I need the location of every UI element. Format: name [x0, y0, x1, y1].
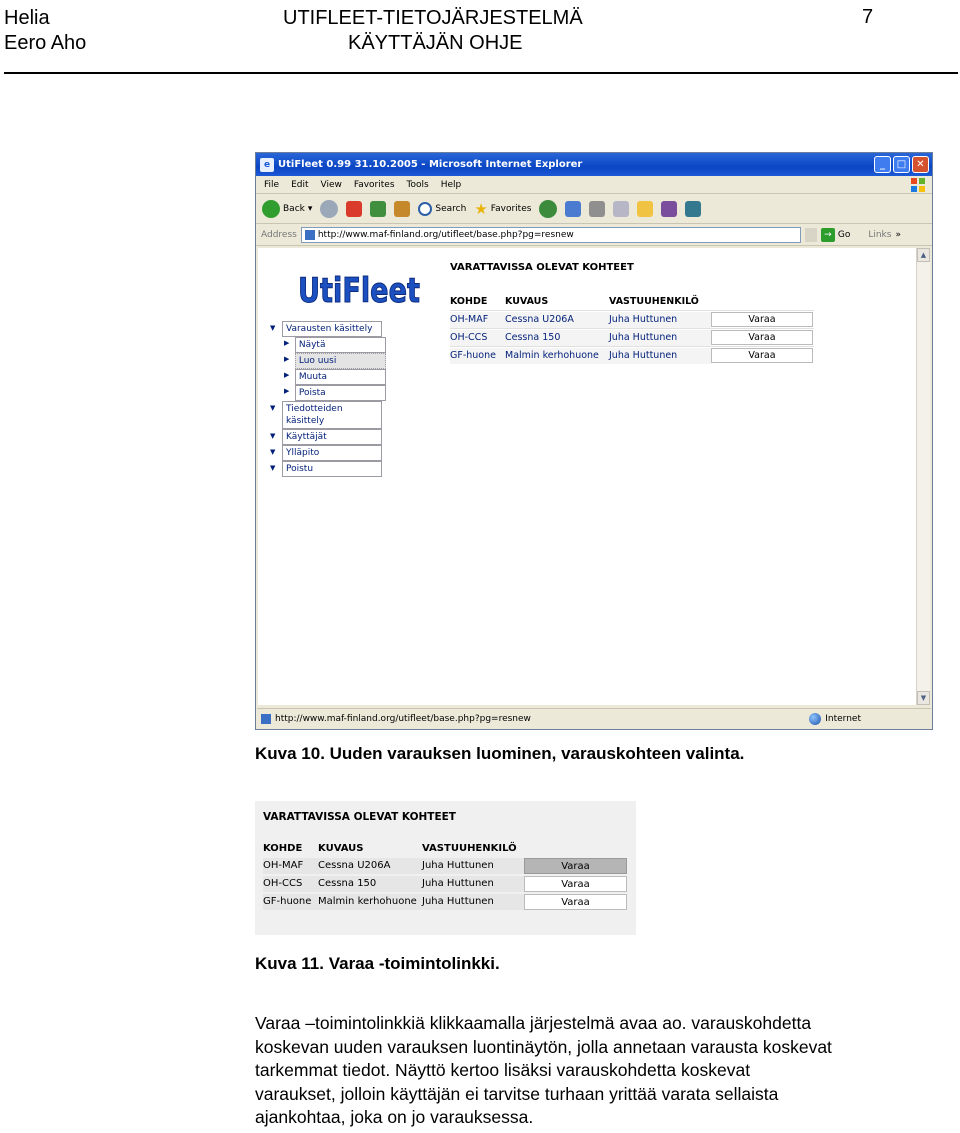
- status-bar: [257, 708, 931, 728]
- cell-kuvaus: Cessna 150: [505, 330, 609, 346]
- minimize-icon[interactable]: _: [874, 156, 891, 173]
- cell-kuvaus: Malmin kerhohuone: [318, 894, 422, 910]
- mail-icon[interactable]: [565, 201, 581, 217]
- browser-menubar: [256, 176, 932, 194]
- scroll-up-icon[interactable]: ▲: [917, 248, 930, 262]
- column-vastuuhenkilo: VASTUUHENKILÖ: [422, 842, 517, 854]
- cell-vastuu: Juha Huttunen: [609, 348, 711, 364]
- nav-label: Käyttäjät: [282, 429, 382, 445]
- links-label[interactable]: Links: [868, 229, 892, 240]
- triangle-down-icon: ▼: [270, 464, 276, 472]
- nav-subitem-muuta[interactable]: [268, 369, 386, 385]
- column-kohde: KOHDE: [263, 842, 303, 854]
- cell-kohde: GF-huone: [450, 348, 505, 364]
- windows-logo-icon: [910, 177, 926, 193]
- nav-label: Tiedotteiden käsittely: [282, 401, 382, 429]
- body-line: tarkemmat tiedot. Näyttö kertoo lisäksi varauskohdetta koskevat: [255, 1060, 751, 1080]
- star-icon: ★: [474, 199, 488, 218]
- fig11-row: [263, 893, 633, 911]
- search-button[interactable]: [418, 202, 466, 216]
- nav-subitem-nayta[interactable]: [268, 337, 386, 353]
- table-row: [450, 346, 814, 364]
- triangle-down-icon: ▼: [270, 448, 276, 456]
- header-left: [4, 6, 86, 56]
- header-org: Helia: [4, 7, 50, 29]
- cell-kohde: OH-CCS: [263, 876, 318, 892]
- utifleet-logo: [296, 258, 422, 311]
- address-url: http://www.maf-finland.org/utifleet/base.php?pg=resnew: [317, 229, 574, 240]
- nav-subitem-poista[interactable]: [268, 385, 386, 401]
- nav-item-yllapito[interactable]: [268, 445, 386, 461]
- caption-figure-11: Kuva 11. Varaa -toimintolinkki.: [255, 954, 500, 973]
- body-paragraph: [255, 1012, 955, 1130]
- window-title: UtiFleet 0.99 31.10.2005 - Microsoft Internet Explorer: [278, 159, 583, 170]
- favorites-label: Favorites: [490, 203, 532, 214]
- figure-11-crop: [255, 801, 636, 935]
- column-vastuuhenkilo: VASTUUHENKILÖ: [609, 296, 699, 307]
- back-label: Back: [283, 203, 305, 214]
- nav-label: Luo uusi: [295, 353, 386, 369]
- dropdown-arrow-icon[interactable]: [805, 228, 817, 242]
- page-number: 7: [862, 6, 874, 28]
- body-line: varaukset, jolloin käyttäjän ei tarvitse turhaan yrittää varata sellaista: [255, 1083, 779, 1104]
- nav-item-tiedotteiden-kasittely[interactable]: [268, 401, 386, 429]
- triangle-down-icon: ▼: [270, 404, 276, 412]
- cell-kohde: OH-MAF: [450, 312, 505, 328]
- ie-icon: e: [260, 158, 274, 172]
- varaa-link-highlighted[interactable]: Varaa: [524, 858, 627, 874]
- vertical-scrollbar[interactable]: [916, 248, 930, 705]
- table-row: [450, 328, 814, 346]
- cell-vastuu: Juha Huttunen: [422, 876, 524, 892]
- nav-label: Ylläpito: [282, 445, 382, 461]
- fig11-title: VARATTAVISSA OLEVAT KOHTEET: [263, 811, 456, 823]
- browser-toolbar: [256, 194, 932, 224]
- zone-label: Internet: [825, 713, 861, 724]
- nav-item-varausten-kasittely[interactable]: [268, 321, 386, 337]
- refresh-icon[interactable]: [370, 201, 386, 217]
- nav-label: Muuta: [295, 369, 386, 385]
- cell-kohde: OH-MAF: [263, 858, 318, 874]
- body-line: ajankohtaa, joka on jo varauksessa.: [255, 1107, 534, 1127]
- body-line: Varaa –toimintolinkkiä klikkaamalla järjestelmä avaa ao. varauskohdetta: [255, 1013, 812, 1033]
- menu-edit[interactable]: Edit: [291, 179, 309, 190]
- status-url: http://www.maf-finland.org/utifleet/base.php?pg=resnew: [275, 713, 531, 724]
- go-label: Go: [837, 229, 851, 240]
- close-icon[interactable]: ✕: [912, 156, 929, 173]
- nav-label: Poistu: [282, 461, 382, 477]
- reservable-items-table: [450, 262, 814, 364]
- varaa-link[interactable]: Varaa: [711, 312, 813, 327]
- triangle-down-icon: ▼: [270, 324, 276, 332]
- stop-icon[interactable]: [346, 201, 362, 217]
- menu-view[interactable]: View: [320, 179, 342, 190]
- globe-icon: [809, 713, 821, 725]
- favorites-button[interactable]: [474, 200, 531, 218]
- edit-icon[interactable]: [613, 201, 629, 217]
- cell-vastuu: Juha Huttunen: [609, 330, 711, 346]
- menu-file[interactable]: File: [264, 179, 280, 190]
- cell-kuvaus: Cessna U206A: [505, 312, 609, 328]
- messenger-icon[interactable]: [661, 201, 677, 217]
- go-icon: →: [821, 228, 835, 242]
- browser-window: [255, 152, 933, 730]
- header-subtitle: KÄYTTÄJÄN OHJE: [348, 32, 523, 54]
- table-title: VARATTAVISSA OLEVAT KOHTEET: [450, 262, 634, 273]
- svg-text:UtiFleet: UtiFleet: [298, 271, 420, 311]
- cell-kuvaus: Cessna 150: [318, 876, 422, 892]
- fig11-table: [263, 839, 633, 911]
- cell-kuvaus: Malmin kerhohuone: [505, 348, 609, 364]
- back-button[interactable]: Back ▾: [262, 200, 312, 218]
- tools-icon[interactable]: [685, 201, 701, 217]
- forward-icon[interactable]: [320, 200, 338, 218]
- menu-tools[interactable]: Tools: [406, 179, 429, 190]
- nav-label: Poista: [295, 385, 386, 401]
- home-icon[interactable]: [394, 201, 410, 217]
- nav-item-kayttajat[interactable]: [268, 429, 386, 445]
- go-button[interactable]: [821, 228, 850, 242]
- page-header: [0, 0, 960, 76]
- table-header: [450, 293, 814, 310]
- folder-icon[interactable]: [637, 201, 653, 217]
- fig11-row: [263, 875, 633, 893]
- nav-subitem-luo-uusi[interactable]: [268, 353, 386, 369]
- triangle-right-icon: ▶: [284, 387, 290, 395]
- header-author: Eero Aho: [4, 32, 87, 54]
- address-input[interactable]: [301, 227, 801, 243]
- print-icon[interactable]: [589, 201, 605, 217]
- body-line: koskevan uuden varauksen luontinäytön, jolla annetaan varausta koskevat: [255, 1036, 832, 1057]
- address-bar: [256, 224, 932, 246]
- header-title: UTIFLEET-TIETOJÄRJESTELMÄ: [283, 7, 583, 29]
- cell-kohde: OH-CCS: [450, 330, 505, 346]
- varaa-link[interactable]: Varaa: [711, 348, 813, 363]
- nav-label: Näytä: [295, 337, 386, 353]
- browser-titlebar: [256, 153, 932, 176]
- cell-kohde: GF-huone: [263, 894, 318, 910]
- table-row: [450, 310, 814, 328]
- varaa-link[interactable]: Varaa: [524, 894, 627, 910]
- page-icon: [261, 714, 271, 724]
- address-label: Address: [261, 229, 297, 240]
- header-center: [283, 6, 603, 56]
- cell-kuvaus: Cessna U206A: [318, 858, 422, 874]
- nav-item-poistu[interactable]: [268, 461, 386, 477]
- menu-help[interactable]: Help: [440, 179, 462, 190]
- column-kuvaus: KUVAUS: [318, 842, 364, 854]
- search-icon: [418, 202, 432, 216]
- nav-label: Varausten käsittely: [282, 321, 382, 337]
- varaa-link[interactable]: Varaa: [711, 330, 813, 345]
- triangle-down-icon: ▼: [270, 432, 276, 440]
- cell-vastuu: Juha Huttunen: [422, 858, 524, 874]
- status-zone: [809, 713, 861, 725]
- search-label: Search: [435, 203, 467, 214]
- column-kuvaus: KUVAUS: [505, 296, 549, 307]
- fig11-header: [263, 839, 633, 857]
- scroll-down-icon[interactable]: ▼: [917, 691, 930, 705]
- varaa-link[interactable]: Varaa: [524, 876, 627, 892]
- triangle-right-icon: ▶: [284, 339, 290, 347]
- header-rule: [4, 72, 958, 74]
- caption-figure-10: Kuva 10. Uuden varauksen luominen, varauskohteen valinta.: [255, 744, 745, 763]
- fig11-row: [263, 857, 633, 875]
- menu-favorites[interactable]: Favorites: [353, 179, 395, 190]
- window-buttons: [874, 156, 929, 173]
- back-icon: [262, 200, 280, 218]
- maximize-icon[interactable]: □: [893, 156, 910, 173]
- triangle-right-icon: ▶: [284, 371, 290, 379]
- column-kohde: KOHDE: [450, 296, 488, 307]
- triangle-right-icon: ▶: [284, 355, 290, 363]
- page-icon: [305, 230, 315, 240]
- page-content: [258, 248, 916, 705]
- history-icon[interactable]: [539, 200, 557, 218]
- cell-vastuu: Juha Huttunen: [422, 894, 524, 910]
- cell-vastuu: Juha Huttunen: [609, 312, 711, 328]
- nav-menu: [268, 321, 386, 477]
- chevron-right-icon[interactable]: »: [895, 229, 901, 240]
